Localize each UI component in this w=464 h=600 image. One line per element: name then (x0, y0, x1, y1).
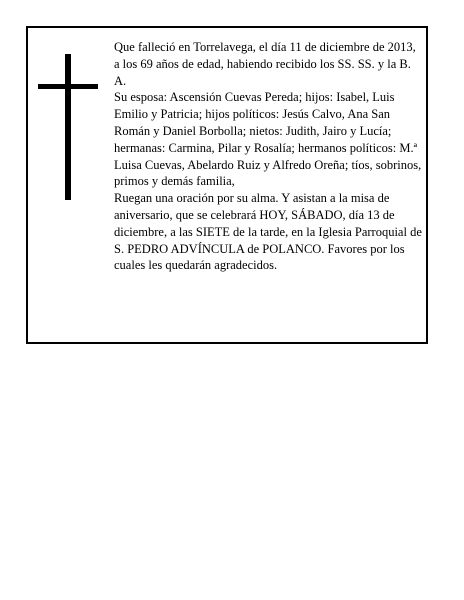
cross-horizontal-bar (38, 84, 98, 89)
cross-vertical-bar (65, 54, 71, 200)
notice-paragraph-family: Su esposa: Ascensión Cuevas Pereda; hijos: Isabel, Luis Emilio y Patricia; hijos políticos: Jesús Calvo, Ana San Román y Daniel Borbolla; nietos: Judith, Jairo y Lucía; hermanas: Carmina, Pilar y Rosalía; hermanos políticos: M.ª Luisa Cuevas, Abelardo Ruiz y Alfredo Oreña; tíos, sobrinos, primos y demás familia, (114, 90, 422, 189)
obituary-notice (26, 26, 428, 344)
notice-paragraph-mass: Ruegan una oración por su alma. Y asistan a la misa de aniversario, que se celebrará HOY, SÁBADO, día 13 de diciembre, a las SIETE de la tarde, en la Iglesia Parroquial de S. PEDRO ADVÍNCULA de POLANCO. Favores por los cuales les quedarán agradecidos. (114, 191, 422, 273)
notice-paragraph-death: Que falleció en Torrelavega, el día 11 de diciembre de 2013, a los 69 años de edad, habiendo recibido los SS. SS. y la B. A. (114, 40, 416, 88)
notice-text (114, 39, 424, 274)
cross-icon (38, 54, 98, 200)
